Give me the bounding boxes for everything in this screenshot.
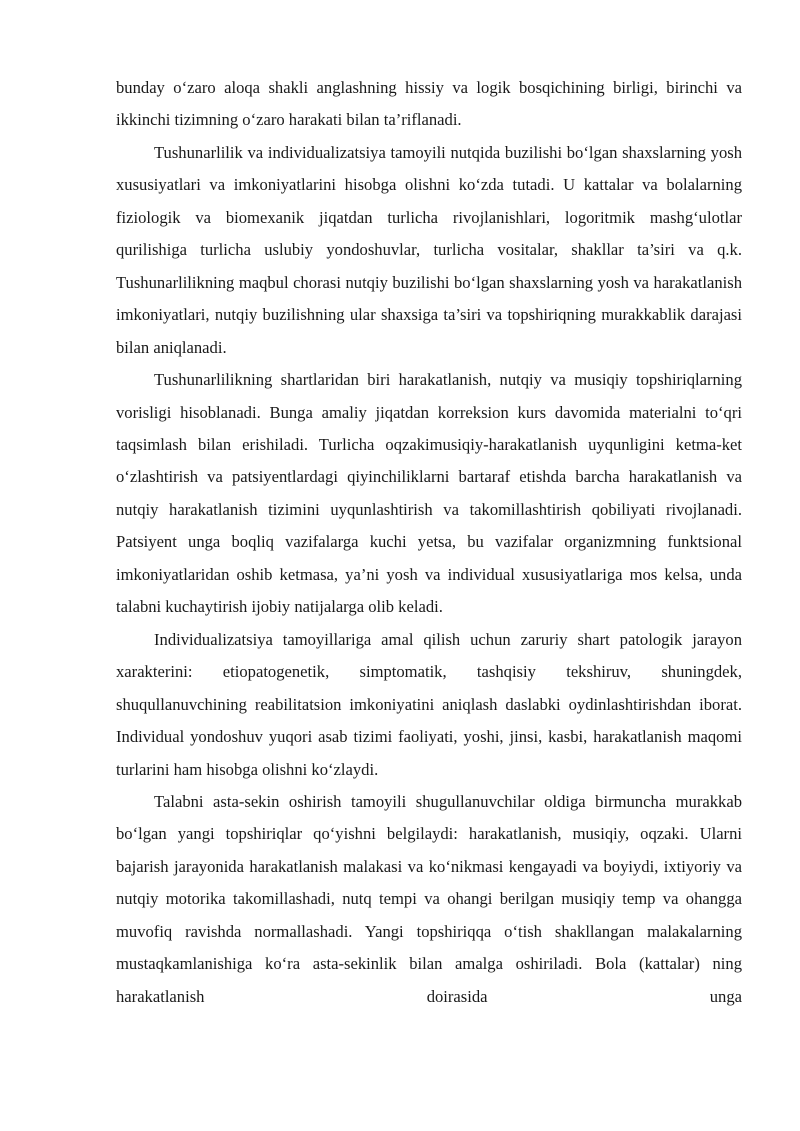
paragraph-succession-condition: Tushunarlilikning shartlaridan biri harakatlanish, nutqiy va musiqiy topshiriqlarning vorisligi hisoblanadi. Bunga amaliy jiqatdan korreksion kurs davomida materialni to‘qri taqsimlash bilan erishiladi. Turlicha oqzakimusiqiy-harakatlanish uyqunligini ketma-ket o‘zlashtirish va patsiyentlardagi qiyinchiliklarni bartaraf etishda barcha harakatlanish va nutqiy harakatlanish tizimini uyqunlashtirish va takomillashtirish qobiliyati rivojlanadi. Patsiyent unga boqliq vazifalarga kuchi yetsa, bu vazifalar organizmning funktsional imkoniyatlaridan oshib ketmasa, ya’ni yosh va individual xususiyatlariga mos kelsa, unda talabni kuchaytirish ijobiy natijalarga olib keladi. xyxy=(116,370,742,617)
paragraph-accessibility-principle: Tushunarlilik va individualizatsiya tamoyili nutqida buzilishi bo‘lgan shaxslarning yosh xususiyatlari va imkoniyatlarini hisobga olishni ko‘zda tutadi. U kattalar va bolalarning fiziologik va biomexanik jiqatdan turlicha rivojlanishlari, logoritmik mashg‘ulotlar qurilishiga turlicha uslubiy yondoshuvlar, turlicha vositalar, shakllar ta’siri va q.k. Tushunarlilikning maqbul chorasi nutqiy buzilishi bo‘lgan shaxslarning yosh va harakatlanish imkoniyatlari, nutqiy buzilishning ular shaxsiga ta’siri va topshiriqning murakkablik darajasi bilan aniqlanadi. xyxy=(116,142,742,357)
paragraph-gradual-increase: Talabni asta-sekin oshirish tamoyili shugullanuvchilar oldiga birmuncha murakkab bo‘lgan yangi topshiriqlar qo‘yishni belgilaydi: harakatlanish, musiqiy, oqzaki. Ularni bajarish jarayonida harakatlanish malakasi va ko‘nikmasi kengayadi va boyiydi, ixtiyoriy va nutqiy motorika takomillashadi, nutq tempi va ohangi berilgan musiqiy temp va ohangga muvofiq ravishda normallashadi. Yangi topshiriqqa o‘tish shakllangan malakalarning mustaqkamlanishiga ko‘ra asta-sekinlik bilan amalga oshiriladi. Bola (kattalar) ning harakatlanish doirasida unga xyxy=(116,791,742,1006)
paragraph-individualization-condition: Individualizatsiya tamoyillariga amal qilish uchun zaruriy shart patologik jarayon xarakterini: etiopatogenetik, simptomatik, tashqisiy tekshiruv, shuningdek, shuqullanuvchining reabilitatsion imkoniyatini aniqlash daslabki oydinlashtirishdan iborat. Individual yondoshuv yuqori asab tizimi faoliyati, yoshi, jinsi, kasbi, harakatlanish maqomi turlarini ham hisobga olishni ko‘zlaydi. xyxy=(116,629,742,779)
paragraph-continued: bunday o‘zaro aloqa shakli anglashning hissiy va logik bosqichining birligi, birinchi va ikkinchi tizimning o‘zaro harakati bilan ta’riflanadi. xyxy=(116,78,742,130)
body-text xyxy=(116,72,742,1013)
